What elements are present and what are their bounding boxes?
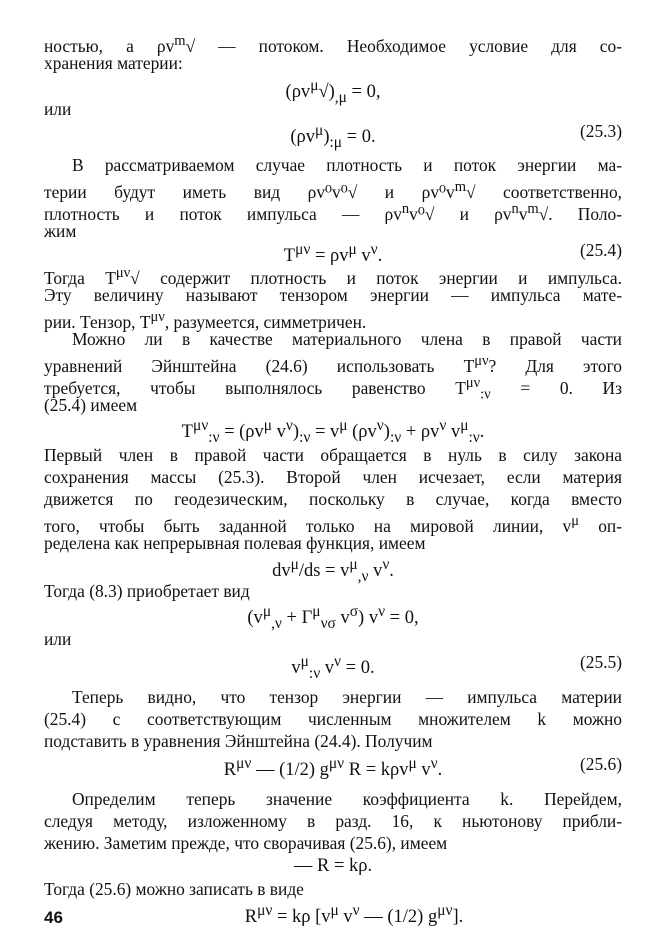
equation: $v^\mu_{:\nu}$ $v^\nu = 0$. — [291, 653, 375, 682]
text-line: ностью, а $\rho v^m√$ — потоком. Необходимое условие для со- — [44, 33, 622, 56]
text-line: требуется, чтобы выполнялось равенство $T^{\mu\nu}_{:\nu} = 0$. Из — [44, 375, 622, 403]
text-line: Первый член в правой части обращается в нуль в силу закона — [44, 445, 622, 465]
text-line: подставить в уравнения Эйнштейна (24.4). Получим — [44, 731, 433, 751]
text-line: или — [44, 99, 72, 119]
equation-number: (25.5) — [579, 652, 622, 672]
text-line: жим — [44, 221, 77, 241]
text-line: В рассматриваемом случае плотность и поток энергии ма- — [72, 155, 622, 175]
equation: ($v^\mu_{,\nu} + \Gamma^\mu_{\nu\sigma}$ $v^\sigma$) $v^\nu = 0$, — [247, 603, 419, 632]
text-line: уравнений Эйнштейна (24.6) использовать $T^{\mu\nu}$? Для этого — [44, 353, 622, 376]
text-line: Теперь видно, что тензор энергии — импульса материи — [72, 687, 622, 707]
text-line: следуя методу, изложенному в разд. 16, к ньютонову прибли- — [44, 811, 622, 831]
equation: — R = kρ. — [293, 856, 373, 876]
text-line: хранения материи: — [44, 53, 183, 73]
text-line: Можно ли в качестве материального члена в правой части — [72, 329, 622, 349]
equation: $T^{\mu\nu}_{:\nu} = (\rho v^\mu$ $v^\nu)_{:\nu} = v^\mu$ $(\rho v^\nu)_{:\nu} + \rho v^\nu$ $v^\mu_{:\nu}$. — [181, 417, 485, 446]
text-line: терии будут иметь вид ρv⁰v⁰√ и $\rho v^0v^m√$ соответственно, — [44, 179, 622, 202]
text-line: Эту величину называют тензором энергии — импульса мате- — [44, 285, 622, 305]
equation-number: (25.3) — [579, 121, 622, 141]
text-line: рии. Тензор, $T^{\mu\nu}$, разумеется, симметричен. — [44, 309, 367, 332]
equation: $(\rho v^\mu√)_{,\mu} = 0$, — [285, 77, 381, 106]
text-line: Тогда (25.6) можно записать в виде — [44, 879, 304, 899]
equation: $dv^\mu/ds = v^\mu_{,\nu}$ $v^\nu$. — [272, 556, 394, 585]
text-line: Тогда $T^{\mu\nu}√$ содержит плотность и поток энергии и импульса. — [44, 265, 622, 288]
equation: $T^{\mu\nu} = \rho v^\mu$ $v^\nu$. — [283, 241, 383, 267]
text-line: плотность и поток импульса — $\rho v^nv^0√$ и $\rho v^nv^m√$. Поло- — [44, 201, 622, 224]
page-number: 46 — [44, 908, 63, 927]
text-line: (25.4) с соответствующим численным множителем k можно — [44, 709, 622, 729]
text-line: того, чтобы быть заданной только на мировой линии, $v^\mu$ оп- — [44, 513, 622, 536]
equation-number: (25.6) — [579, 754, 622, 774]
text-line: или — [44, 629, 72, 649]
text-line: сохранения массы (25.3). Второй член исчезает, если материя — [44, 467, 622, 487]
text-line: (25.4) имеем — [44, 395, 138, 415]
text-line: движется по геодезическим, поскольку в случае, когда вместо — [44, 489, 622, 509]
text-line: Определим теперь значение коэффициента k. Перейдем, — [72, 789, 622, 809]
text-line: жению. Заметим прежде, что сворачивая (25.6), имеем — [44, 833, 448, 853]
equation: $R^{\mu\nu}$ — (1/2) $g^{\mu\nu}$ R = kρv$^\mu$ $v^\nu$. — [223, 755, 443, 781]
text-line: ределена как непрерывная полевая функция, имеем — [44, 533, 426, 553]
equation: $R^{\mu\nu} = k\rho$ [$v^\mu$ $v^\nu$ — (1/2) $g^{\mu\nu}$]. — [244, 902, 464, 928]
equation: $(\rho v^\mu)_{:\mu} = 0$. — [290, 122, 376, 151]
text-line: Тогда (8.3) приобретает вид — [44, 581, 250, 601]
equation-number: (25.4) — [579, 240, 622, 260]
